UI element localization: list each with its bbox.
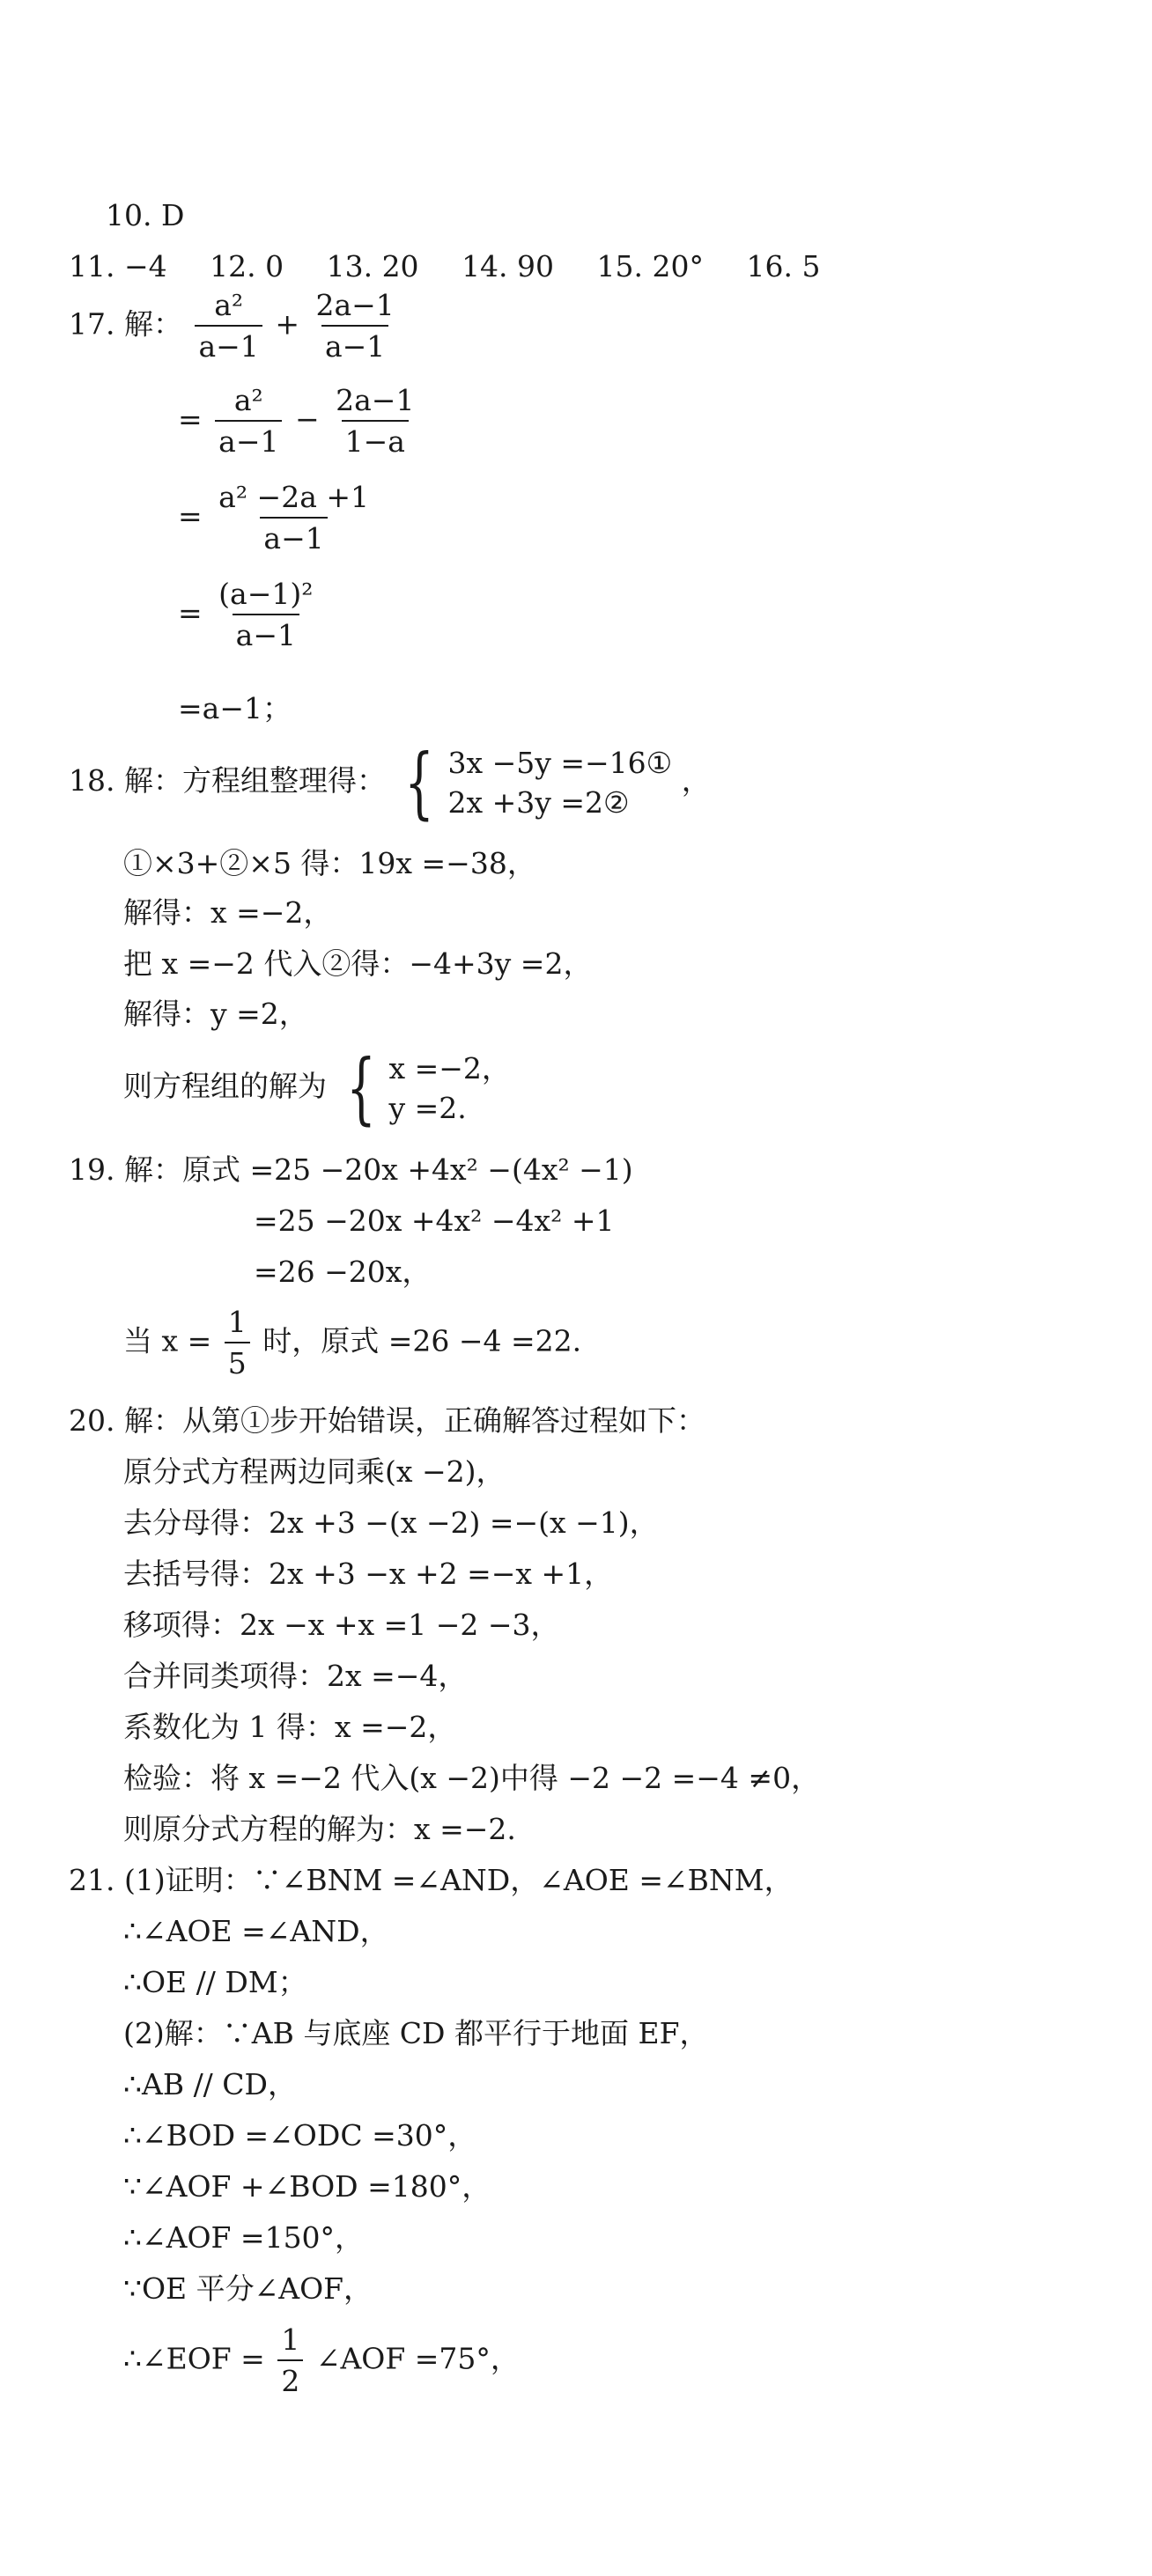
fraction: $\frac{2a-1}{1-a}$ [336, 383, 415, 459]
q20-line-7: 系数化为 1 得：x =−2， [123, 1710, 457, 1744]
answer-12: 12. 0 [210, 249, 284, 283]
solution-x: x =−2， [388, 1051, 511, 1086]
solution-system [336, 1042, 511, 1133]
q20-line-8: 检验：将 x =−2 代入(x −2)中得 −2 −2 =−4 ≠0， [123, 1761, 821, 1795]
brace-icon: { [404, 737, 435, 828]
fraction: $\frac{\text{a²}}{a-1}$ [215, 386, 282, 457]
answer-10: 10. D [106, 198, 185, 232]
equation-1: 3x −5y =−16① [447, 746, 673, 780]
q18-line-4: 把 x =−2 代入②得：−4+3y =2， [123, 946, 593, 981]
q21-line-2: ∴∠AOE =∠AND， [123, 1914, 389, 1948]
q19-line-1: 19. 解：原式 =25 −20x +4x² −(4x² −1) [69, 1152, 633, 1187]
q21-line-10: ∴∠EOF = $\frac{1}{2}$ ∠AOF =75°， [123, 2322, 520, 2398]
answer-13: 13. 20 [326, 249, 419, 283]
brace-icon: { [345, 1042, 376, 1133]
q18-line-2: ①×3+②×5 得：19x =−38， [123, 846, 536, 880]
fraction: $\frac{2a-1}{a-1}$ [315, 288, 395, 364]
answers-row-11-16 [69, 249, 821, 283]
fraction: $\frac{\text{(a−1)²}}{a-1}$ [218, 577, 314, 652]
equation-system [395, 737, 673, 828]
equation-2: 2x +3y =2② [447, 785, 630, 820]
answer-16: 16. 5 [746, 249, 821, 283]
q17-line-3: = $\frac{\text{a² −2a +1}}{a-1}$ [178, 482, 376, 554]
q21-line-3: ∴OE // DM； [123, 1965, 307, 1999]
q19-line-2: =25 −20x +4x² −4x² +1 [254, 1203, 615, 1238]
q21-line-8: ∴∠AOF =150°， [123, 2220, 365, 2255]
q20-line-6: 合并同类项得：2x =−4， [123, 1659, 468, 1693]
q20-line-1: 20. 解：从第①步开始错误，正确解答过程如下： [69, 1403, 705, 1438]
q20-line-3: 去分母得：2x +3 −(x −2) =−(x −1)， [123, 1505, 659, 1540]
q17-prefix: 17. 解： [69, 306, 182, 342]
q17-line-5: =a−1； [178, 691, 292, 725]
q18-prefix: 18. 解：方程组整理得： [69, 763, 386, 798]
q18-line-1: 18. 解：方程组整理得： { 3x −5y =−16① 2x +3y =2② ， [69, 737, 711, 828]
q18-line-5: 解得：y =2， [123, 997, 308, 1031]
answer-11: 11. −4 [69, 249, 167, 283]
q20-line-9: 则原分式方程的解为：x =−2. [123, 1812, 516, 1846]
fraction: $\frac{\text{a² −2a +1}}{a-1}$ [218, 480, 370, 556]
q18-line-3: 解得：x =−2， [123, 895, 333, 930]
answer-14: 14. 90 [462, 249, 555, 283]
q17-line-2: = $\frac{\text{a²}}{a-1}$ − $\frac{2a-1}{1-a}$ [178, 386, 421, 457]
fraction: $\frac{1}{5}$ [225, 1307, 250, 1379]
fraction: $\frac{\text{a²}}{a-1}$ [195, 291, 262, 362]
q20-line-4: 去括号得：2x +3 −x +2 =−x +1， [123, 1557, 614, 1591]
q18-solution: 则方程组的解为 { x =−2， y =2. [123, 1042, 511, 1133]
q21-line-9: ∵OE 平分∠AOF， [123, 2271, 373, 2306]
q21-line-1: 21. (1)证明：∵∠BNM =∠AND，∠AOE =∠BNM， [69, 1863, 794, 1897]
q21-line-4: (2)解：∵AB 与底座 CD 都平行于地面 EF， [123, 2016, 709, 2050]
q17-line-1: 17. 解： $\frac{\text{a²}}{a-1}$ + $\frac{2a-1}{a-1}$ [69, 291, 402, 362]
q19-line-4: 当 x = $\frac{1}{5}$ 时，原式 =26 −4 =22. [123, 1305, 582, 1380]
fraction: $\frac{1}{2}$ [277, 2325, 303, 2396]
q21-line-7: ∵∠AOF +∠BOD =180°， [123, 2169, 491, 2204]
solution-y: y =2. [388, 1091, 467, 1125]
answer-15: 15. 20° [596, 249, 704, 283]
q19-line-3: =26 −20x， [254, 1255, 432, 1289]
q21-line-6: ∴∠BOD =∠ODC =30°， [123, 2118, 477, 2153]
q17-line-4: = $\frac{\text{(a−1)²}}{a-1}$ [178, 579, 320, 651]
q20-line-5: 移项得：2x −x +x =1 −2 −3， [123, 1608, 560, 1642]
q21-line-5: ∴AB // CD， [123, 2067, 298, 2101]
q20-line-2: 原分式方程两边同乘(x −2)， [123, 1454, 506, 1489]
